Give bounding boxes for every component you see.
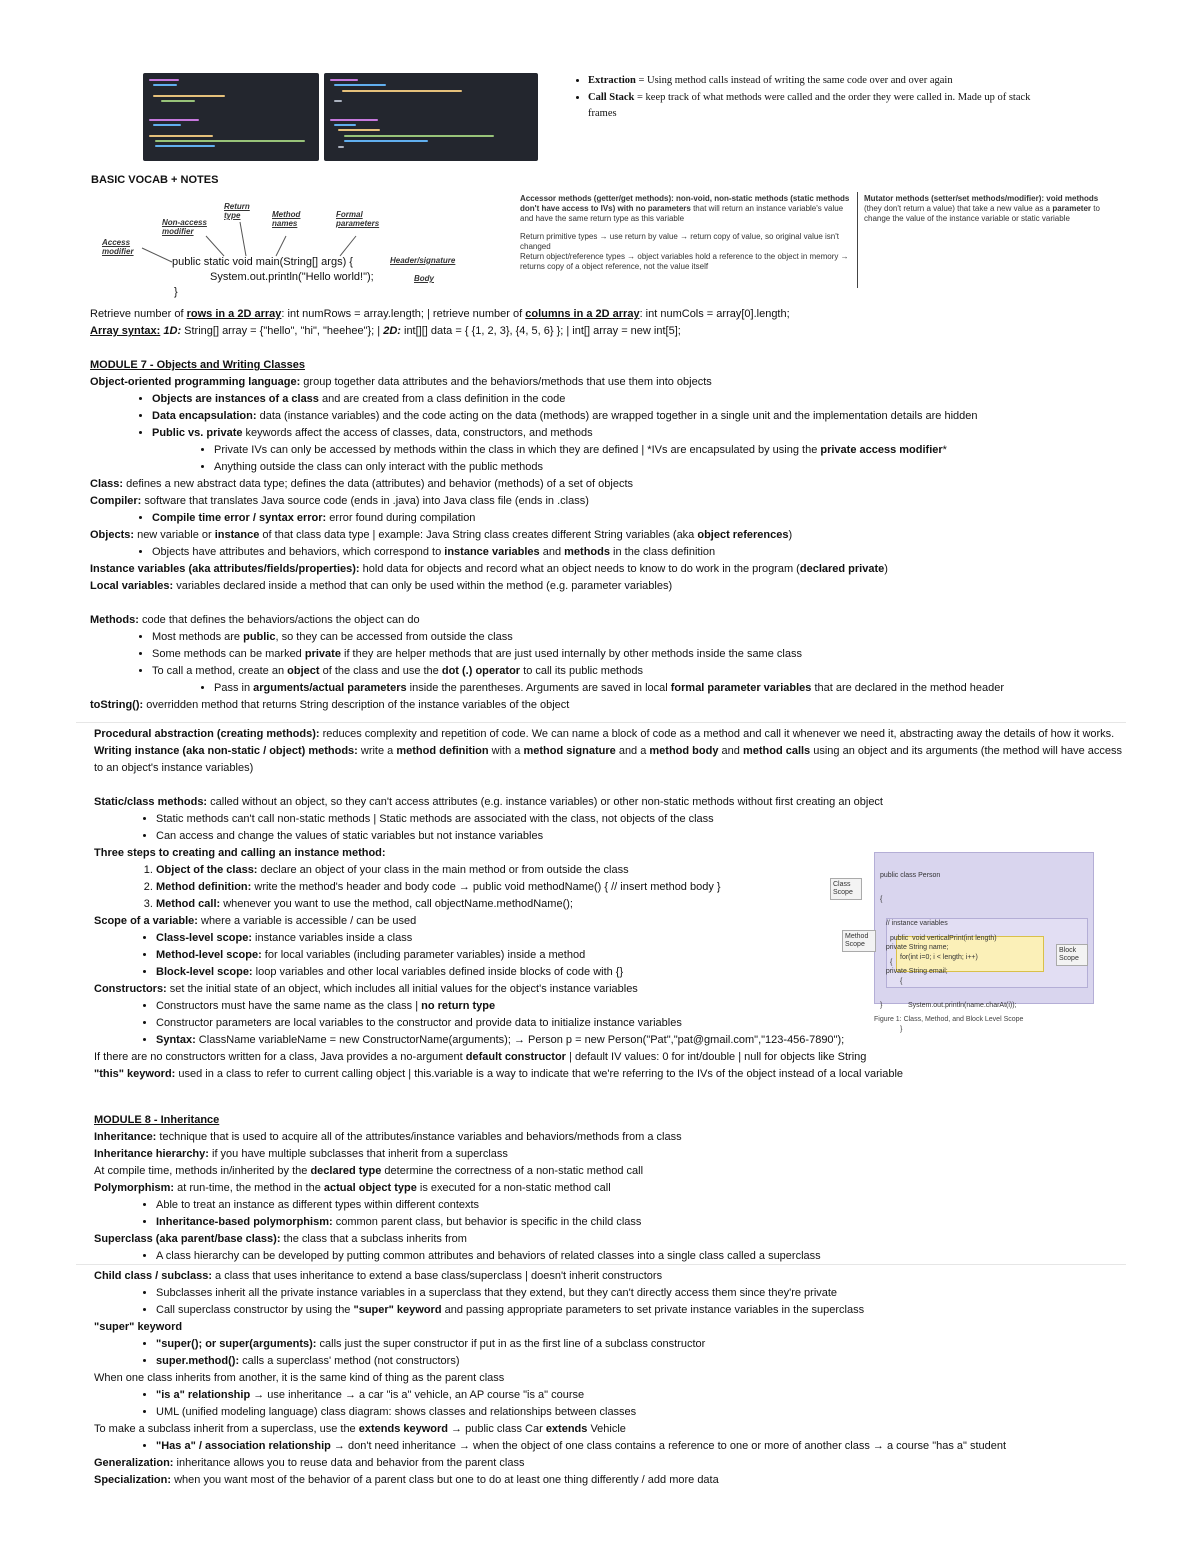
compile-time-note: At compile time, methods in/inherited by the declared type determine the correctness of a non-static method call — [94, 1165, 644, 1177]
tostring-definition: toString(): overridden method that returns String description of the instance variables of the object — [90, 699, 570, 711]
method-scope-tag: Method Scope — [842, 930, 876, 952]
polymorphism-bullet: • Able to treat an instance as different types within different contexts — [156, 1197, 1124, 1214]
class-scope-tag: Class Scope — [830, 878, 862, 900]
three-steps-heading: Three steps to creating and calling an instance method: — [94, 847, 386, 859]
scope-code-method: public void verticalPrint(int length) { — [890, 935, 997, 966]
methods-bullet: • Some methods can be marked private if they are helper methods that are just used internally by other methods inside the same class — [152, 646, 1130, 663]
local-variables-definition: Local variables: variables declared inside a method that can only be used within the method (e.g. parameter variables) — [90, 580, 673, 592]
child-bullet: • Subclasses inherit all the private instance variables in a superclass that they extend, but they can't directly access them since they're private — [156, 1285, 1144, 1302]
superclass-definition: Superclass (aka parent/base class): the class that a subclass inherits from — [94, 1233, 467, 1245]
hierarchy-definition: Inheritance hierarchy: if you have multiple subclasses that inherit from a superclass — [94, 1148, 508, 1160]
call-method-bullet: • To call a method, create an object of the class and use the dot (.) operator to call its public methods • Pass in arguments/actual parameters inside the parentheses. Arguments are saved in local formal parameter variables that are declared in the method header — [152, 663, 1130, 697]
label-header-signature: Header/signature — [390, 256, 456, 265]
constructor-bullet: • Constructor parameters are local variables to the constructor and provide data to initialize instance variables — [156, 1015, 1124, 1032]
child-bullet: • Call superclass constructor by using the "super" keyword and passing appropriate parameters to set private instance variables in the superclass — [156, 1302, 1144, 1319]
arguments-bullet: • Pass in arguments/actual parameters inside the parentheses. Arguments are saved in local formal parameter variables that are declared in the method header — [214, 680, 1130, 697]
rows-columns-note: Retrieve number of rows in a 2D array: int numRows = array.length; | retrieve number of columns in a 2D array: int numCols = array[0].length; — [90, 308, 790, 320]
module8-section-a — [94, 1112, 1124, 1265]
label-method-names: Method names — [272, 210, 301, 228]
has-a-bullet: • "Has a" / association relationship → don't need inheritance → when the object of one class contains a reference to one or more of another class → a course "has a" student — [156, 1438, 1144, 1455]
methods-definition: Methods: code that defines the behaviors/actions the object can do — [90, 614, 420, 626]
constructor-bullet: • Constructors must have the same name as the class | no return type — [156, 998, 1124, 1015]
label-non-access-modifier: Non-access modifier — [162, 218, 207, 236]
polymorphism-bullet: • Inheritance-based polymorphism: common parent class, but behavior is specific in the child class — [156, 1214, 1124, 1231]
block-scope-tag: Block Scope — [1056, 944, 1088, 966]
module7-heading: MODULE 7 - Objects and Writing Classes — [90, 359, 305, 371]
instance-variables-definition: Instance variables (aka attributes/fields/properties): hold data for objects and record what an object needs to know to do work in the program (declared private) — [90, 563, 888, 575]
static-bullet: • Static methods can't call non-static methods | Static methods are associated with the class, not objects of the class — [156, 811, 1124, 828]
super-bullet: • "super(); or super(arguments): calls just the super constructor if put in as the first line of a subclass constructor — [156, 1336, 1144, 1353]
scope-definition: Scope of a variable: where a variable is accessible / can be used — [94, 915, 417, 927]
class-definition: Class: defines a new abstract data type; defines the data (attributes) and behavior (methods) of a set of objects — [90, 478, 633, 490]
writing-instance-methods: Writing instance (aka non-static / object) methods: write a method definition with a method signature and a method body and method calls using an object and its arguments (the method will have access to an object's instance variables) — [94, 745, 1123, 774]
diagram-code-line-1: public static void main(String[] args) { — [172, 256, 353, 268]
module7-section-a — [90, 357, 1130, 714]
is-a-intro: When one class inherits from another, it is the same kind of thing as the parent class — [94, 1372, 505, 1384]
vocab-heading: BASIC VOCAB + NOTES — [91, 174, 219, 186]
child-class-definition: Child class / subclass: a class that uses inheritance to extend a base class/superclass | doesn't inherit constructors — [94, 1270, 663, 1282]
label-formal-parameters: Formal parameters — [336, 210, 380, 228]
is-a-bullet: • "is a" relationship → use inheritance → a car "is a" vehicle, an AP course "is a" course — [156, 1387, 1144, 1404]
default-constructor-note: If there are no constructors written for a class, Java provides a no-argument default constructor | default IV values: 0 for int/double | null for objects like String — [94, 1051, 867, 1063]
scope-figure — [828, 850, 1098, 1033]
mutator-methods-note: Mutator methods (setter/set methods/modifier): void methods (they don't return a value) that take a new value as a parameter to change the value of the instance variable or static variable — [864, 194, 1100, 223]
methods-bullet: • Most methods are public, so they can be accessed from outside the class — [152, 629, 1130, 646]
procedural-abstraction: Procedural abstraction (creating methods): reduces complexity and repetition of code. We can name a block of code as a method and call it whenever we need it, abstracting away the details of how it works. — [94, 728, 1115, 740]
call-stack-bullet: • Call Stack = keep track of what methods were called and the order they were called in. Made up of stack frames — [588, 90, 1050, 122]
step-item: 1. Object of the class: declare an object of your class in the main method or from outside the class — [156, 862, 1124, 879]
private-bullet: • Private IVs can only be accessed by methods within the class in which they are defined | *IVs are encapsulated by using the private access modifier* — [214, 442, 1130, 459]
generalization-definition: Generalization: inheritance allows you to reuse data and behavior from the parent class — [94, 1457, 525, 1469]
step-item: 3. Method call: whenever you want to use the method, call objectName.methodName(); — [156, 896, 1124, 913]
static-bullet: • Can access and change the values of static variables but not instance variables — [156, 828, 1124, 845]
oop-bullet: • Objects are instances of a class and are created from a class definition in the code — [152, 391, 1130, 408]
extends-note: To make a subclass inherit from a superclass, use the extends keyword → public class Car extends Vehicle — [94, 1423, 626, 1435]
compiler-definition: Compiler: software that translates Java source code (ends in .java) into Java class file (ends in .class) — [90, 495, 589, 507]
diagram-code-line-3: } — [174, 286, 178, 298]
diagram-code-line-2: System.out.println("Hello world!"); — [210, 271, 374, 283]
top-bullet-list — [570, 73, 1050, 123]
scope-bullet: • Class-level scope: instance variables inside a class — [156, 930, 1124, 947]
page-divider — [76, 1264, 1126, 1265]
step-item: 2. Method definition: write the method's header and body code → public void methodName() { // insert method body } — [156, 879, 1124, 896]
private-bullet: • Anything outside the class can only interact with the public methods — [214, 459, 1130, 476]
objects-bullet: • Objects have attributes and behaviors, which correspond to instance variables and methods in the class definition — [152, 544, 1130, 561]
oop-definition: Object-oriented programming language: group together data attributes and the behaviors/methods that use them into objects — [90, 376, 712, 388]
label-access-modifier: Access modifier — [102, 238, 134, 256]
diagram-arrows — [100, 196, 480, 302]
oop-bullet: • Public vs. private keywords affect the access of classes, data, constructors, and methods • Private IVs can only be accessed by methods within the class in which they are defined | *IVs are encapsulated by using the private access modifier* • Anything outside the class can only interact with the public methods — [152, 425, 1130, 476]
objects-definition: Objects: new variable or instance of that class data type | example: Java String class creates different String variables (aka object references) — [90, 529, 793, 541]
page-divider — [76, 722, 1126, 723]
polymorphism-definition: Polymorphism: at run-time, the method in the actual object type is executed for a non-static method call — [94, 1182, 611, 1194]
constructors-definition: Constructors: set the initial state of an object, which includes all initial values for the object's instance variables — [94, 983, 638, 995]
scope-bullet: • Method-level scope: for local variables (including parameter variables) inside a method — [156, 947, 1124, 964]
label-body: Body — [414, 274, 434, 283]
static-methods-definition: Static/class methods: called without an object, so they can't access attributes (e.g. instance variables) or other non-static methods without first creating an object — [94, 796, 883, 808]
specialization-definition: Specialization: when you want most of the behavior of a parent class but one to do at least one thing differently / add more data — [94, 1474, 719, 1486]
oop-bullet: • Data encapsulation: data (instance variables) and the code acting on the data (methods) are wrapped together in a single unit and the implementation details are hidden — [152, 408, 1130, 425]
inheritance-definition: Inheritance: technique that is used to acquire all of the attributes/instance variables and behaviors/methods from a class — [94, 1131, 682, 1143]
scope-code-class: public class Person { // instance variables private String name; private String email; — [880, 872, 949, 975]
module8-heading: MODULE 8 - Inheritance — [94, 1114, 220, 1126]
array-syntax-note: Array syntax: 1D: String[] array = {"hello", "hi", "heehee"}; | 2D: int[][] data = { {1, 2, 3}, {4, 5, 6} }; | int[] array = new int[5]; — [90, 325, 681, 337]
super-keyword-heading: "super" keyword — [94, 1321, 183, 1333]
label-return-type: Return type — [224, 202, 250, 220]
module8-section-b — [94, 1268, 1144, 1489]
extraction-bullet: • Extraction = Using method calls instead of writing the same code over and over again — [588, 73, 1050, 89]
code-screenshot-left — [143, 73, 319, 161]
superclass-bullet: • A class hierarchy can be developed by putting common attributes and behaviors of related classes into a single class called a superclass — [156, 1248, 1124, 1265]
scope-code-block: for(int i=0; i < length; i++) { System.out.println(name.charAt(i)); } — [900, 954, 1017, 1033]
code-screenshot-right — [324, 73, 538, 161]
vocab-vertical-divider — [857, 192, 858, 288]
super-bullet: • super.method(): calls a superclass' method (not constructors) — [156, 1353, 1144, 1370]
accessor-methods-note: Accessor methods (getter/get methods): non-void, non-static methods (static methods don't have access to IVs) with no parameters that will return an instance variable's value and have the same return type as this variable Return primitive types → use return by value → return copy of value, so original value isn't changed Return object/reference types → object variables hold a reference to the object in memory → returns copy of a object reference, not the value itself — [520, 194, 850, 271]
uml-bullet: • UML (unified modeling language) class diagram: shows classes and relationships between classes — [156, 1404, 1144, 1421]
compile-error-bullet: • Compile time error / syntax error: error found during compilation — [152, 510, 1130, 527]
figure-caption: Figure 1: Class, Method, and Block Level Scope — [874, 1016, 1024, 1023]
this-keyword-definition: "this" keyword: used in a class to refer to current calling object | this.variable is a way to indicate that we're referring to the IVs of the object instead of a local variable — [94, 1068, 904, 1080]
scope-bullet: • Block-level scope: loop variables and other local variables defined inside blocks of code with {} — [156, 964, 1124, 981]
scope-code-close: } — [880, 1002, 883, 1009]
constructor-syntax-bullet: • Syntax: ClassName variableName = new ConstructorName(arguments); → Person p = new Person("Pat","pat@gmail.com","123-456-7890"); — [156, 1032, 1124, 1049]
method-anatomy-diagram — [100, 196, 480, 302]
